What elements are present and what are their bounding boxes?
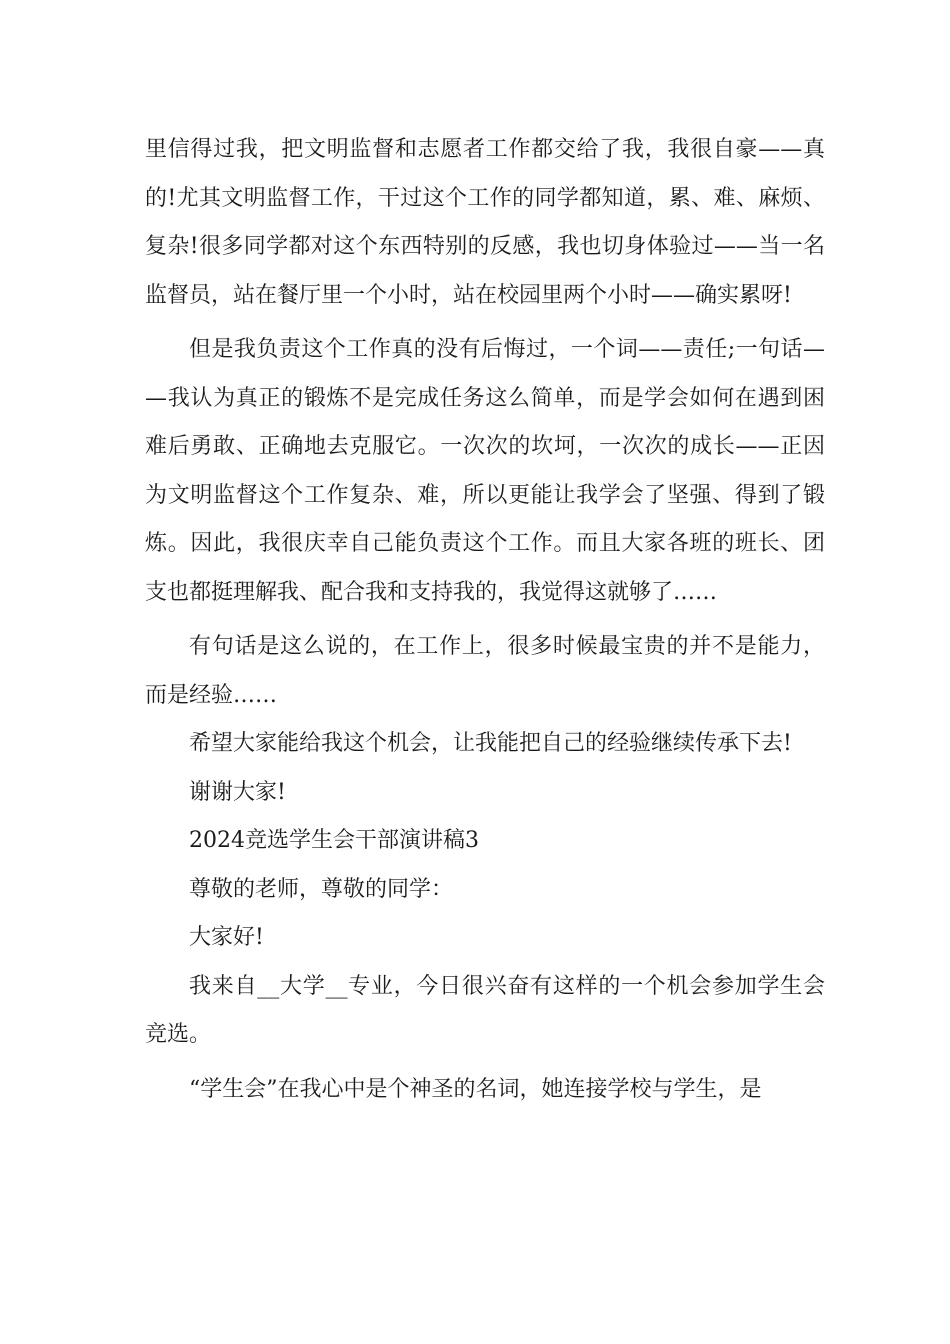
greeting: 大家好!	[189, 925, 264, 950]
paragraph-3: 有句话是这么说的，在工作上，很多时候最宝贵的并不是能力，而是经验……	[145, 634, 825, 708]
paragraph-introduction: 我来自__大学__专业，今日很兴奋有这样的一个机会参加学生会竞选。	[145, 973, 825, 1047]
paragraph-4: 希望大家能给我这个机会，让我能把自己的经验继续传承下去!	[189, 731, 792, 756]
paragraph-5: 谢谢大家!	[189, 779, 286, 805]
paragraph-2: 但是我负责这个工作真的没有后悔过，一个词——责任;一句话——我认为真正的锻炼不是完成任务这么简单，而是学会如何在遇到困难后勇敢、正确地去克服它。一次次的坎坷，一次次的成长——正因为文明监督这个工作复杂、难，所以更能让我学会了坚强、得到了锻炼。因此，我很庆幸自己能负责这个工作。而且大家各班的班长、团支也都挺理解我、配合我和支持我的，我觉得这就够了……	[145, 337, 825, 605]
section-heading: 2024竞选学生会干部演讲稿3	[189, 828, 479, 853]
paragraph-student-union: “学生会”在我心中是个神圣的名词，她连接学校与学生，是	[189, 1076, 762, 1102]
document-body	[145, 126, 825, 1114]
paragraph-1: 里信得过我，把文明监督和志愿者工作都交给了我，我很自豪——真的!尤其文明监督工作，干过这个工作的同学都知道，累、难、麻烦、复杂!很多同学都对这个东西特别的反感，我也切身体验过——当一名监督员，站在餐厅里一个小时，站在校园里两个小时——确实累呀!	[145, 137, 825, 308]
salutation: 尊敬的老师，尊敬的同学：	[189, 876, 454, 902]
